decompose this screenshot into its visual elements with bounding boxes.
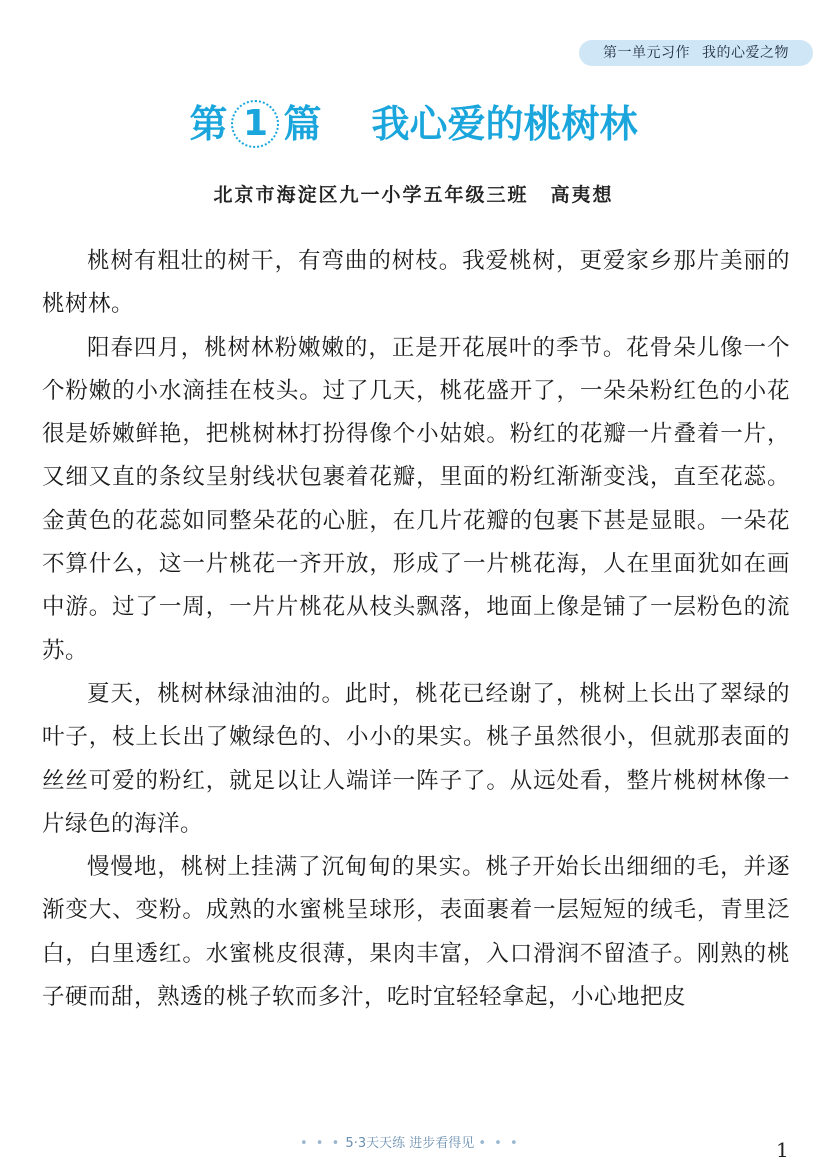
paragraph: 慢慢地，桃树上挂满了沉甸甸的果实。桃子开始长出细细的毛，并逐渐变大、变粉。成熟的水蜜桃呈球形，表面裹着一层短短的绒毛，青里泛白，白里透红。水蜜桃皮很薄，果肉丰富，入口滑润不留渣子。刚熟的桃子硬而甜，熟透的桃子软而多汁，吃时宜轻轻拿起，小心地把皮 xyxy=(42,854,790,1011)
essay-number-badge: 1 xyxy=(231,100,279,148)
topic-label: 我的心爱之物 xyxy=(702,45,789,61)
section-tag xyxy=(579,40,813,66)
dots-right: • • • xyxy=(478,1136,520,1151)
author-school: 北京市海淀区九一小学五年级三班 xyxy=(213,184,529,206)
unit-label: 第一单元习作 xyxy=(603,45,690,61)
slogan-text: 5·3天天练 进步看得见 xyxy=(345,1136,475,1151)
author-line xyxy=(0,180,827,210)
footer-slogan xyxy=(300,1134,540,1154)
dots-left: • • • xyxy=(300,1136,342,1151)
author-name: 高夷想 xyxy=(550,184,614,206)
paragraph: 桃树有粗壮的树干，有弯曲的树枝。我爱桃树，更爱家乡那片美丽的桃树林。 xyxy=(42,248,790,318)
page-number: 1 xyxy=(776,1138,789,1162)
paragraph: 阳春四月，桃树林粉嫩嫩的，正是开花展叶的季节。花骨朵儿像一个个粉嫩的小水滴挂在枝头。过了几天，桃花盛开了，一朵朵粉红色的小花很是娇嫩鲜艳，把桃树林打扮得像个小姑娘。粉红的花瓣一片叠着一片，又细又直的条纹呈射线状包裹着花瓣，里面的粉红渐渐变浅，直至花蕊。金黄色的花蕊如同整朵花的心脏，在几片花瓣的包裹下甚是显眼。一朵花不算什么，这一片桃花一齐开放，形成了一片桃花海，人在里面犹如在画中游。过了一周，一片片桃花从枝头飘落，地面上像是铺了一层粉色的流苏。 xyxy=(42,334,790,664)
essay-title xyxy=(0,98,827,150)
paragraph: 夏天，桃树林绿油油的。此时，桃花已经谢了，桃树上长出了翠绿的叶子，枝上长出了嫩绿色的、小小的果实。桃子虽然很小，但就那表面的丝丝可爱的粉红，就足以让人端详一阵子了。从远处看，整片桃树林像一片绿色的海洋。 xyxy=(42,680,790,837)
essay-body xyxy=(42,240,790,1019)
title-suffix: 篇 xyxy=(283,102,322,146)
title-text: 我心爱的桃树林 xyxy=(371,102,638,146)
title-prefix: 第 xyxy=(189,102,228,146)
